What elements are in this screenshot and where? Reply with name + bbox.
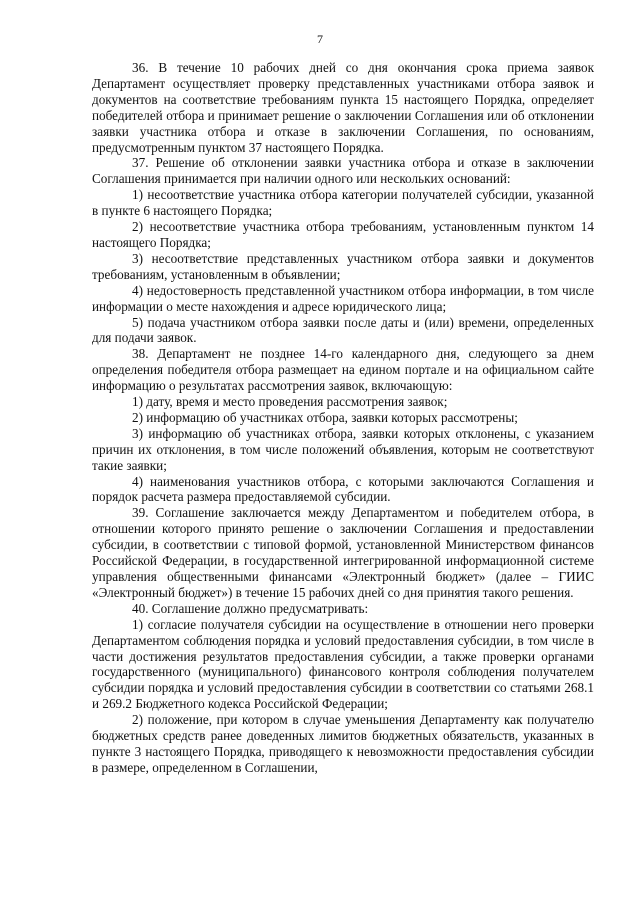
- paragraph-38-item-4: 4) наименования участников отбора, с которыми заключаются Соглашения и порядок расчета размера предоставляемой субсидии.: [92, 473, 594, 505]
- paragraph-37: 37. Решение об отклонении заявки участника отбора и отказе в заключении Соглашения принимается при наличии одного или нескольких оснований:: [92, 155, 594, 187]
- paragraph-38-item-1: 1) дату, время и место проведения рассмотрения заявок;: [132, 394, 448, 410]
- paragraph-37-item-3: 3) несоответствие представленных участником отбора заявки и документов требованиям, установленным в объявлении;: [92, 250, 594, 282]
- document-body: [92, 60, 594, 776]
- paragraph-40-item-2: 2) положение, при котором в случае уменьшения Департаменту как получателю бюджетных средств ранее доведенных лимитов бюджетных обязательств, указанных в пункте 3 настоящего Порядка, приводящего к невозможности предоставления субсидии в размере, определенном в Соглашении,: [92, 712, 594, 775]
- paragraph-38-item-3: 3) информацию об участниках отбора, заявки которых отклонены, с указанием причин их отклонения, в том числе положений объявления, которым не соответствуют такие заявки;: [92, 425, 594, 473]
- page-number: 7: [317, 32, 323, 46]
- paragraph-37-item-4: 4) недостоверность представленной участником отбора информации, в том числе информации о месте нахождения и адресе юридического лица;: [92, 282, 594, 314]
- paragraph-40-item-1: 1) согласие получателя субсидии на осуществление в отношении него проверки Департаментом соблюдения порядка и условий предоставления субсидии, в том числе в части достижения результатов предоставления субсидии, а также проверки органами государственного (муниципального) финансового контроля соблюдения получателем субсидии порядка и условий предоставления субсидии в соответствии со статьями 268.1 и 269.2 Бюджетного кодекса Российской Федерации;: [92, 616, 594, 712]
- paragraph-37-item-2: 2) несоответствие участника отбора требованиям, установленным пунктом 14 настоящего Порядка;: [92, 219, 594, 250]
- paragraph-37-item-5: 5) подача участником отбора заявки после даты и (или) времени, определенных для подачи заявок.: [92, 314, 594, 346]
- paragraph-38-item-2: 2) информацию об участниках отбора, заявки которых рассмотрены;: [132, 409, 518, 425]
- paragraph-38: 38. Департамент не позднее 14-го календарного дня, следующего за днем определения победителя отбора размещает на едином портале и на официальном сайте информацию о результатах рассмотрения заявок, включающую:: [92, 346, 594, 394]
- paragraph-40: 40. Соглашение должно предусматривать:: [132, 600, 369, 616]
- paragraph-36: 36. В течение 10 рабочих дней со дня окончания срока приема заявок Департамент осуществляет проверку представленных участниками отбора заявок и документов на соответствие требованиям пункта 15 настоящего Порядка, определяет победителей отбора и принимает решение о заключении Соглашения или об отклонении заявки участника отбора и отказе в заключении Соглашения, по основаниям, предусмотренным пунктом 37 настоящего Порядка.: [92, 60, 594, 155]
- paragraph-39: 39. Соглашение заключается между Департаментом и победителем отбора, в отношении которого принято решение о заключении Соглашения и предоставлении субсидии, в соответствии с типовой формой, установленной Министерством финансов Российской Федерации, в государственной интегрированной информационной системе управления общественными финансами «Электронный бюджет» (далее – ГИИС «Электронный бюджет») в течение 15 рабочих дней со дня принятия такого решения.: [92, 505, 594, 600]
- paragraph-37-item-1: 1) несоответствие участника отбора категории получателей субсидии, указанной в пункте 6 настоящего Порядка;: [92, 187, 594, 219]
